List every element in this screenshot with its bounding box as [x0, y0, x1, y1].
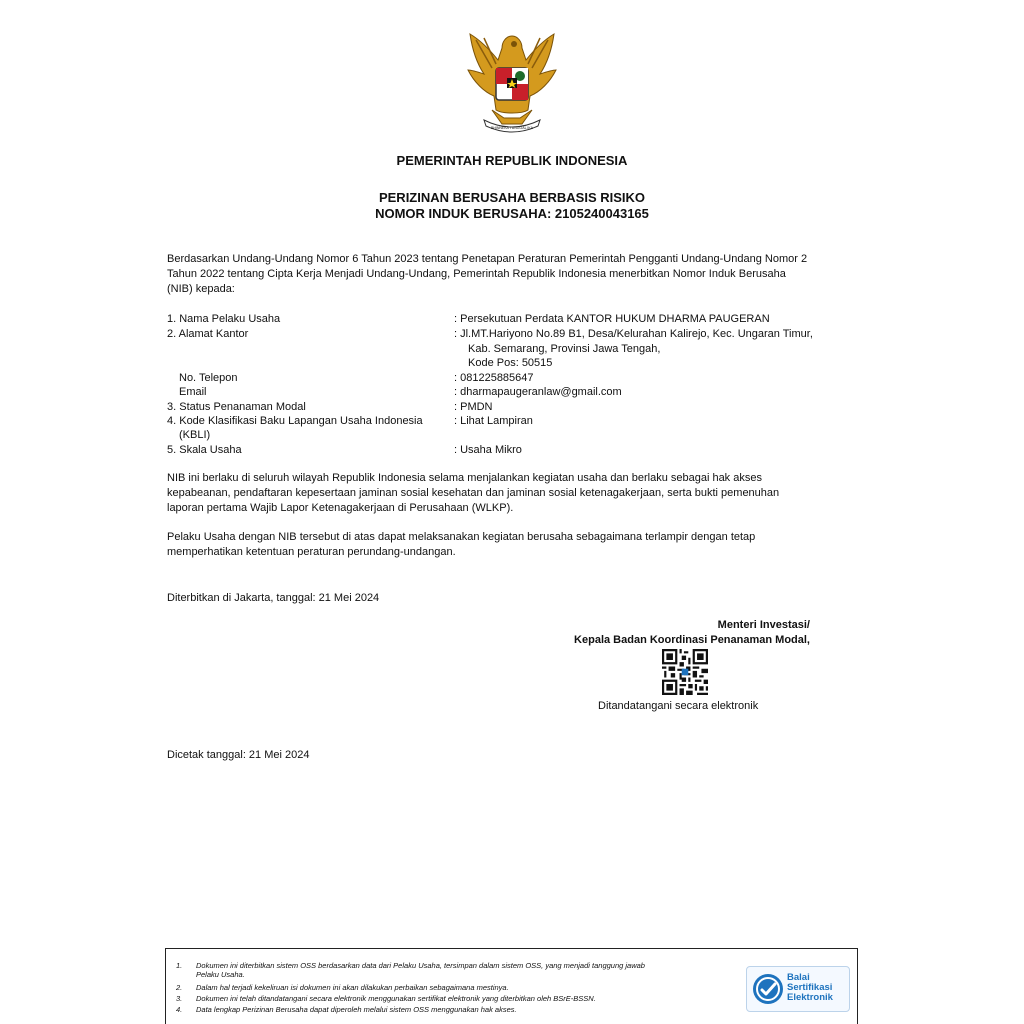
nib-validity-paragraph: NIB ini berlaku di seluruh wilayah Republik Indonesia selama menjalankan kegiatan usaha dan berlaku sebagai hak akses kepabeanan, pendaftaran kepesertaan jaminan sosial kesehatan dan jaminan sosial ketenagakerjaan, serta bukti pemenuhan laporan pertama Wajib Lapor Ketenagakerjaan di Perusahaan (WLKP). [167, 472, 780, 514]
nib-number: NOMOR INDUK BERUSAHA: 2105240043165 [375, 206, 649, 221]
printed-date: Dicetak tanggal: 21 Mei 2024 [167, 749, 310, 761]
telepon-value: : 081225885647 [454, 372, 534, 384]
nama-value: : Persekutuan Perdata KANTOR HUKUM DHARMA PAUGERAN [454, 313, 770, 325]
kbli-label: 4. Kode Klasifikasi Baku Lapangan Usaha Indonesia [167, 415, 423, 427]
bsre-logo [746, 966, 850, 1012]
document-title: PERIZINAN BERUSAHA BERBASIS RISIKO [378, 190, 646, 205]
issued-date: Diterbitkan di Jakarta, tanggal: 21 Mei 2024 [167, 592, 380, 604]
kbli-value: : Lihat Lampiran [454, 415, 533, 427]
email-label: Email [179, 386, 207, 398]
status-value: : PMDN [454, 401, 493, 413]
signatory-title: Menteri Investasi/ [717, 619, 810, 631]
skala-value: : Usaha Mikro [454, 444, 522, 456]
qr-code-icon [662, 649, 708, 695]
government-heading: PEMERINTAH REPUBLIK INDONESIA [396, 153, 628, 168]
signatory-agency: Kepala Badan Koordinasi Penanaman Modal, [574, 634, 810, 646]
svg-text:BHINNEKA TUNGGAL IKA: BHINNEKA TUNGGAL IKA [490, 126, 534, 130]
status-label: 3. Status Penanaman Modal [167, 401, 306, 413]
signed-electronically-note: Ditandatangani secara elektronik [598, 700, 759, 712]
skala-label: 5. Skala Usaha [167, 444, 242, 456]
telepon-label: No. Telepon [179, 372, 238, 384]
bsre-label: Balai Sertifikasi Elektronik [787, 972, 833, 1003]
alamat-value-line2: Kab. Semarang, Provinsi Jawa Tengah, [468, 343, 661, 355]
pelaku-usaha-paragraph: Pelaku Usaha dengan NIB tersebut di atas dapat melaksanakan kegiatan berusaha sebagaimana terlampir dengan tetap memperhatikan ketentuan peraturan perundang-undangan. [167, 531, 756, 558]
nama-label: 1. Nama Pelaku Usaha [167, 313, 281, 325]
garuda-emblem-icon [462, 28, 562, 136]
alamat-postal-code: Kode Pos: 50515 [468, 357, 553, 369]
footer-notes-box: 1. Dokumen ini diterbitkan sistem OSS berdasarkan data dari Pelaku Usaha, tersimpan dalam sistem OSS, yang menjadi tanggung jawab Pelaku Usaha. 2. Dalam hal terjadi kekeliruan isi dokumen ini akan dilakukan perbaikan sebagaimana mestinya. 3. Dokumen ini telah ditandatangani secara elektronik menggunakan sertifikat elektronik yang diterbitkan oleh BSrE-BSSN. 4. Data lengkap Perizinan Berusaha dapat diperoleh melalui sistem OSS menggunakan hak akses. Balai Sertifikasi Elektronik [165, 948, 858, 1024]
intro-paragraph: Berdasarkan Undang-Undang Nomor 6 Tahun 2023 tentang Penetapan Peraturan Pemerintah Pengganti Undang-Undang Nomor 2 Tahun 2022 tentang Cipta Kerja Menjadi Undang-Undang, Pemerintah Republik Indonesia menerbitkan Nomor Induk Berusaha (NIB) kepada: [167, 253, 808, 295]
kbli-label-abbr: (KBLI) [179, 429, 211, 441]
alamat-value: : Jl.MT.Hariyono No.89 B1, Desa/Kelurahan Kalirejo, Kec. Ungaran Timur, [454, 328, 813, 340]
email-value: : dharmapaugeranlaw@gmail.com [454, 386, 622, 398]
bsre-seal-icon [752, 973, 784, 1005]
alamat-label: 2. Alamat Kantor [167, 328, 249, 340]
